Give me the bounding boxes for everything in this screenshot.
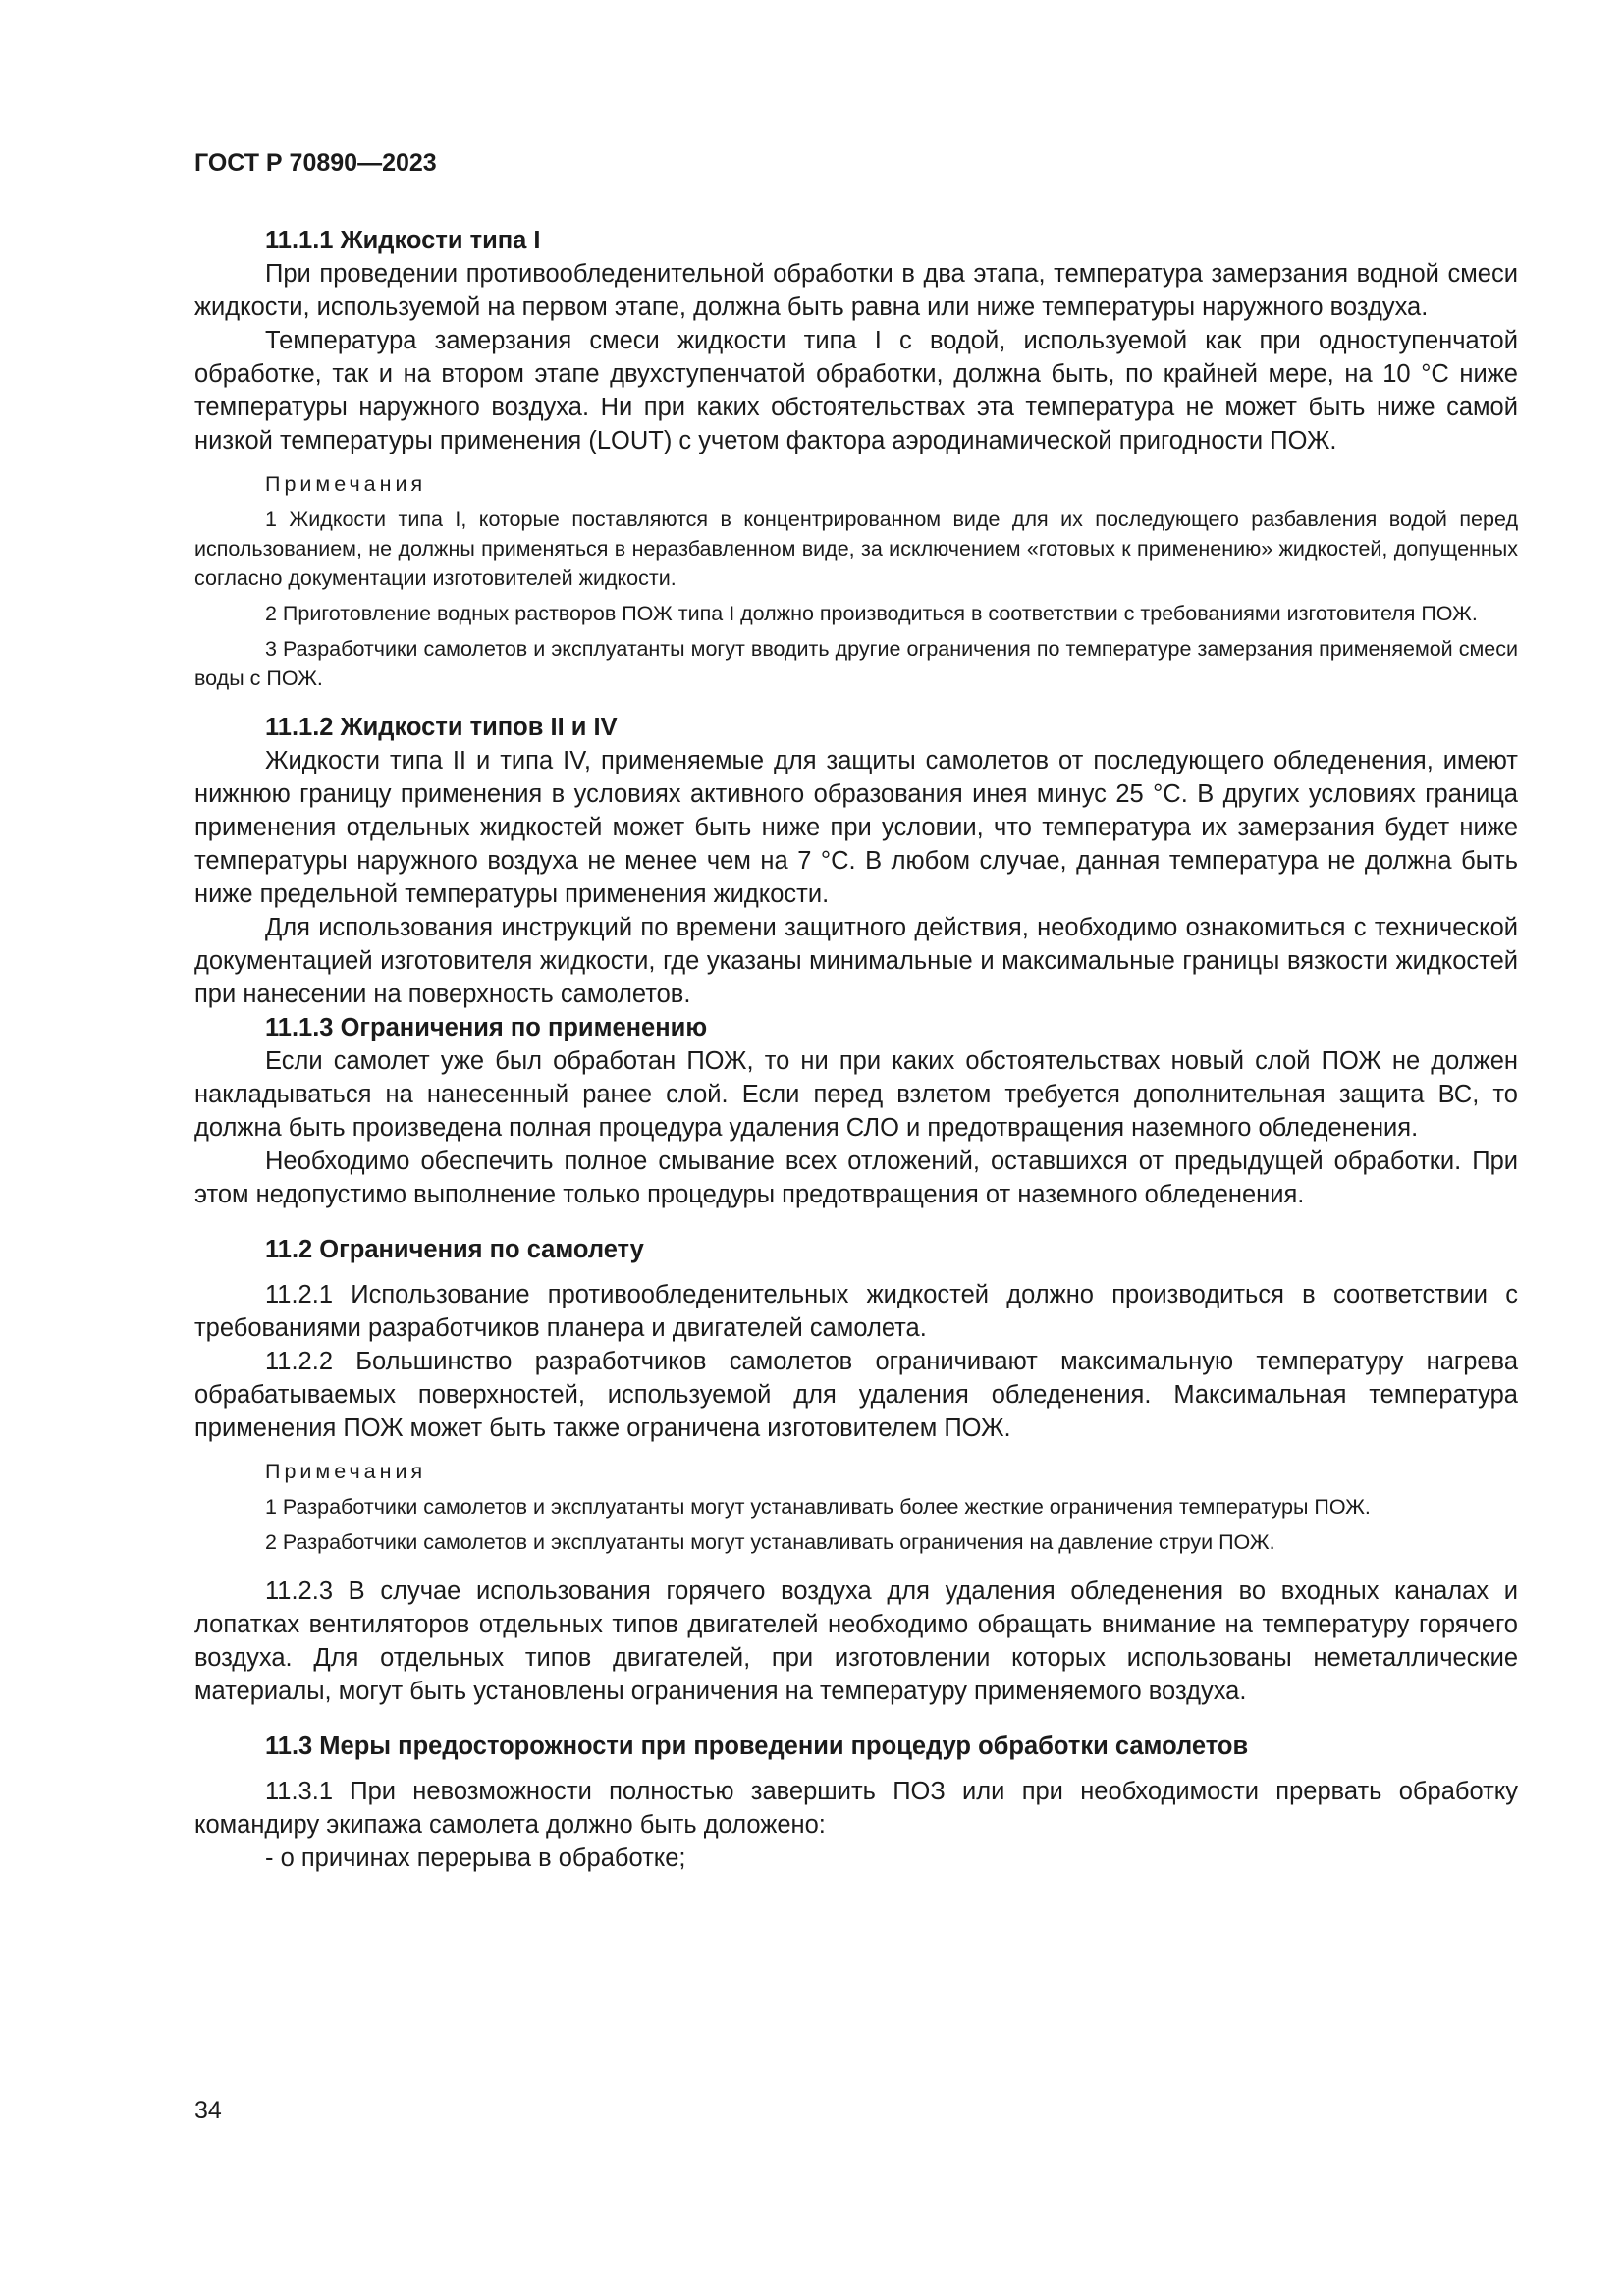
paragraph: Если самолет уже был обработан ПОЖ, то ни при каких обстоятельствах новый слой ПОЖ не должен накладываться на нанесенный ранее слой. Если перед взлетом требуется дополнительная защита ВС, то должна быть произведена полная процедура удаления СЛО и предотвращения наземного обледенения. [194, 1047, 1518, 1142]
section-heading-11-1-2: 11.1.2 Жидкости типов II и IV [265, 714, 618, 741]
paragraph: При проведении противообледенительной обработки в два этапа, температура замерзания водной смеси жидкости, используемой на первом этапе, должна быть равна или ниже температуры наружного воздуха. [194, 260, 1518, 321]
notes-heading: Примечания [265, 472, 427, 496]
paragraph: Температура замерзания смеси жидкости типа I с водой, используемой как при одноступенчатой обработке, так и на втором этапе двухступенчатой обработки, должна быть, по крайней мере, на 10 °С ниже температуры наружного воздуха. Ни при каких обстоятельствах эта температура не может быть ниже самой низкой температуры применения (LOUT) с учетом фактора аэродинамической пригодности ПОЖ. [194, 327, 1518, 454]
paragraph: 11.3.1 При невозможности полностью завершить ПОЗ или при необходимости прервать обработку командиру экипажа самолета должно быть доложено: [194, 1778, 1518, 1839]
note: 3 Разработчики самолетов и эксплуатанты могут вводить другие ограничения по температуре замерзания применяемой смеси воды с ПОЖ. [194, 637, 1518, 690]
section-heading-11-1-1: 11.1.1 Жидкости типа I [265, 227, 541, 254]
paragraph: Жидкости типа II и типа IV, применяемые для защиты самолетов от последующего обледенения, имеют нижнюю границу применения в условиях активного образования инея минус 25 °С. В других условиях граница применения отдельных жидкостей может быть ниже при условии, что температура их замерзания будет ниже температуры наружного воздуха не менее чем на 7 °С. В любом случае, данная температура не должна быть ниже предельной температуры применения жидкости. [194, 747, 1518, 908]
section-heading-11-2: 11.2 Ограничения по самолету [265, 1236, 644, 1263]
list-item: - о причинах перерыва в обработке; [265, 1844, 686, 1872]
notes-heading: Примечания [265, 1460, 427, 1483]
page-number: 34 [194, 2097, 222, 2124]
section-heading-11-3: 11.3 Меры предосторожности при проведении процедур обработки самолетов [265, 1733, 1249, 1760]
note: 2 Разработчики самолетов и эксплуатанты могут устанавливать ограничения на давление струи ПОЖ. [265, 1530, 1275, 1554]
standard-header: ГОСТ Р 70890—2023 [194, 149, 437, 177]
paragraph: Для использования инструкций по времени защитного действия, необходимо ознакомиться с технической документацией изготовителя жидкости, где указаны минимальные и максимальные границы вязкости жидкостей при нанесении на поверхность самолетов. [194, 914, 1518, 1008]
document-body [194, 224, 1518, 1875]
paragraph: 11.2.1 Использование противообледенительных жидкостей должно производиться в соответствии с требованиями разработчиков планера и двигателей самолета. [194, 1281, 1518, 1342]
note: 2 Приготовление водных растворов ПОЖ типа I должно производиться в соответствии с требованиями изготовителя ПОЖ. [265, 602, 1478, 625]
paragraph: 11.2.3 В случае использования горячего воздуха для удаления обледенения во входных каналах и лопатках вентиляторов отдельных типов двигателей необходимо обращать внимание на температуру горячего воздуха. Для отдельных типов двигателей, при изготовлении которых использованы неметаллические материалы, могут быть установлены ограничения на температуру применяемого воздуха. [194, 1577, 1518, 1705]
section-heading-11-1-3: 11.1.3 Ограничения по применению [265, 1014, 708, 1041]
paragraph: 11.2.2 Большинство разработчиков самолетов ограничивают максимальную температуру нагрева обрабатываемых поверхностей, используемой для удаления обледенения. Максимальная температура применения ПОЖ может быть также ограничена изготовителем ПОЖ. [194, 1348, 1518, 1442]
paragraph: Необходимо обеспечить полное смывание всех отложений, оставшихся от предыдущей обработки. При этом недопустимо выполнение только процедуры предотвращения от наземного обледенения. [194, 1148, 1518, 1208]
note: 1 Разработчики самолетов и эксплуатанты могут устанавливать более жесткие ограничения температуры ПОЖ. [265, 1495, 1371, 1519]
note: 1 Жидкости типа I, которые поставляются в концентрированном виде для их последующего разбавления водой перед использованием, не должны применяться в неразбавленном виде, за исключением «готовых к применению» жидкостей, допущенных согласно документации изготовителей жидкости. [194, 507, 1518, 590]
